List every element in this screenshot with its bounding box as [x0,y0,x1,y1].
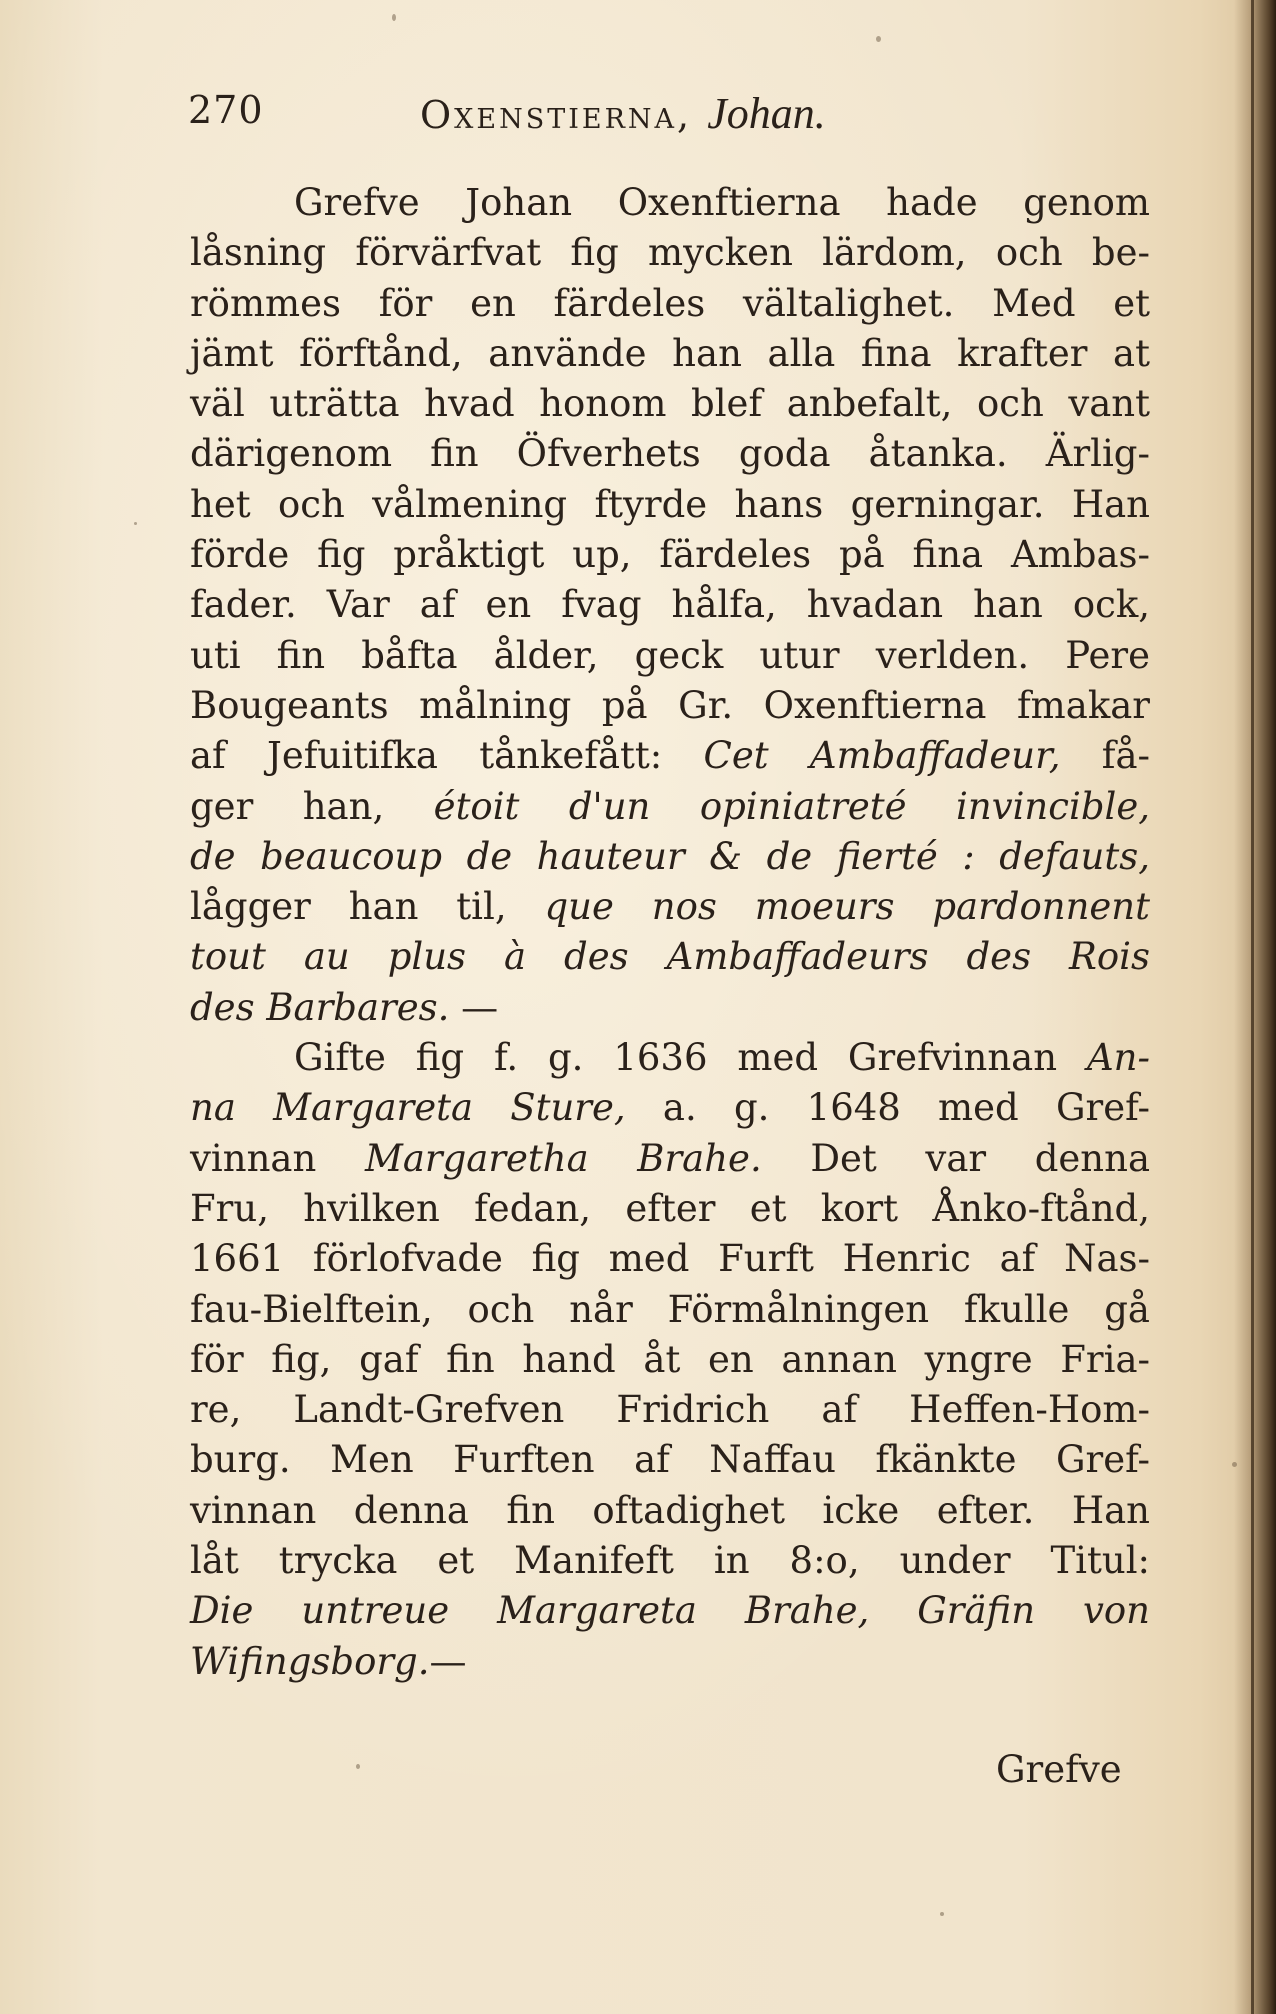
text-run: a. g. 1648 med Gref- [662,1086,1150,1130]
italic-quote-line: de beaucoup de hauteur & de fierté : defauts, [190,834,1150,878]
text-line: Fru, hvilken fedan, efter et kort Ånko-ftånd, [190,1186,1150,1230]
text-line [190,1134,1150,1184]
page-header [188,88,1148,148]
text-line: låt trycka et Manifeft in 8:o, under Titul: [190,1539,1150,1583]
person-name: An- [1086,1036,1151,1080]
italic-quote: des Barbares. [190,985,450,1029]
paper-speck [356,1764,360,1769]
running-title-name: Johan. [707,89,826,138]
person-name: Margaretha Brahe. [364,1136,762,1180]
text-run: vinnan [190,1136,317,1180]
body-text [190,178,1150,1687]
text-line: fader. Var af en fvag hålfa, hvadan han ock, [190,583,1150,627]
text-line: Grefve Johan Oxenftierna hade genom [294,181,1150,224]
text-line [190,1083,1150,1133]
text-run: Gifte fig f. g. 1636 med Grefvinnan [294,1036,1058,1080]
text-line: förde fig pråktigt up, färdeles på fina Ambas- [190,533,1150,577]
text-run: af Jefuitifka tånkefått: [190,734,663,778]
text-line: fau-Bielftein, och når Förmålningen fkulle gå [190,1287,1150,1331]
text-run: — [461,985,499,1029]
paper-speck [1232,1462,1237,1467]
italic-quote: Cet Ambaffadeur, [703,734,1061,778]
spine-edge [1251,0,1254,2014]
running-title-surname: Oxenstierna, [420,93,693,137]
paper-speck [134,522,137,525]
page-number: 270 [188,88,264,132]
text-line: re, Landt-Grefven Fridrich af Heffen-Hom- [190,1388,1150,1432]
book-title: Wifingsborg. [190,1639,430,1683]
text-run: Det var denna [810,1136,1151,1180]
paper-speck [876,36,881,42]
text-run: — [429,1639,467,1683]
text-line: 1661 förlofvade fig med Furft Henric af Nas- [190,1237,1150,1281]
text-line: vinnan denna fin oftadighet icke efter. Han [190,1488,1150,1532]
text-line: Bougeants målning på Gr. Oxenftierna fmakar [190,683,1150,727]
spine-shadow [1234,0,1276,2014]
text-line [190,1637,1150,1687]
italic-quote: étoit d'un opiniatreté invincible, [433,784,1150,828]
text-run: lågger han til, [190,885,507,929]
text-line [190,983,1150,1033]
text-line [190,882,1150,932]
italic-quote-line: tout au plus à des Ambaffadeurs des Rois [190,935,1150,979]
text-line [190,1033,1150,1083]
text-line: för fig, gaf fin hand åt en annan yngre Fria- [190,1337,1150,1381]
text-line: låsning förvärfvat fig mycken lärdom, och be- [190,231,1150,275]
text-line: burg. Men Furften af Naffau fkänkte Gref- [190,1438,1150,1482]
text-line [190,731,1150,781]
text-line: jämt förftånd, använde han alla fina krafter at [190,331,1150,375]
text-line: därigenom fin Öfverhets goda åtanka. Ärlig- [190,432,1150,476]
person-name: na Margareta Sture, [190,1086,626,1130]
text-run: få- [1101,734,1151,778]
paper-speck [392,14,396,21]
text-line: het och vålmening ftyrde hans gerningar. Han [190,482,1150,526]
catchword: Grefve [996,1748,1122,1791]
text-line: uti fin båfta ålder, geck utur verlden. Pere [190,633,1150,677]
running-title [420,88,826,139]
text-line: väl uträtta hvad honom blef anbefalt, och vant [190,382,1150,426]
text-run: ger han, [190,784,385,828]
italic-quote: que nos moeurs pardonnent [544,885,1151,929]
paper-speck [940,1912,944,1916]
book-title-line: Die untreue Margareta Brahe, Gräfin von [190,1589,1150,1633]
text-line [190,782,1150,832]
text-line: römmes för en färdeles vältalighet. Med et [190,281,1150,325]
